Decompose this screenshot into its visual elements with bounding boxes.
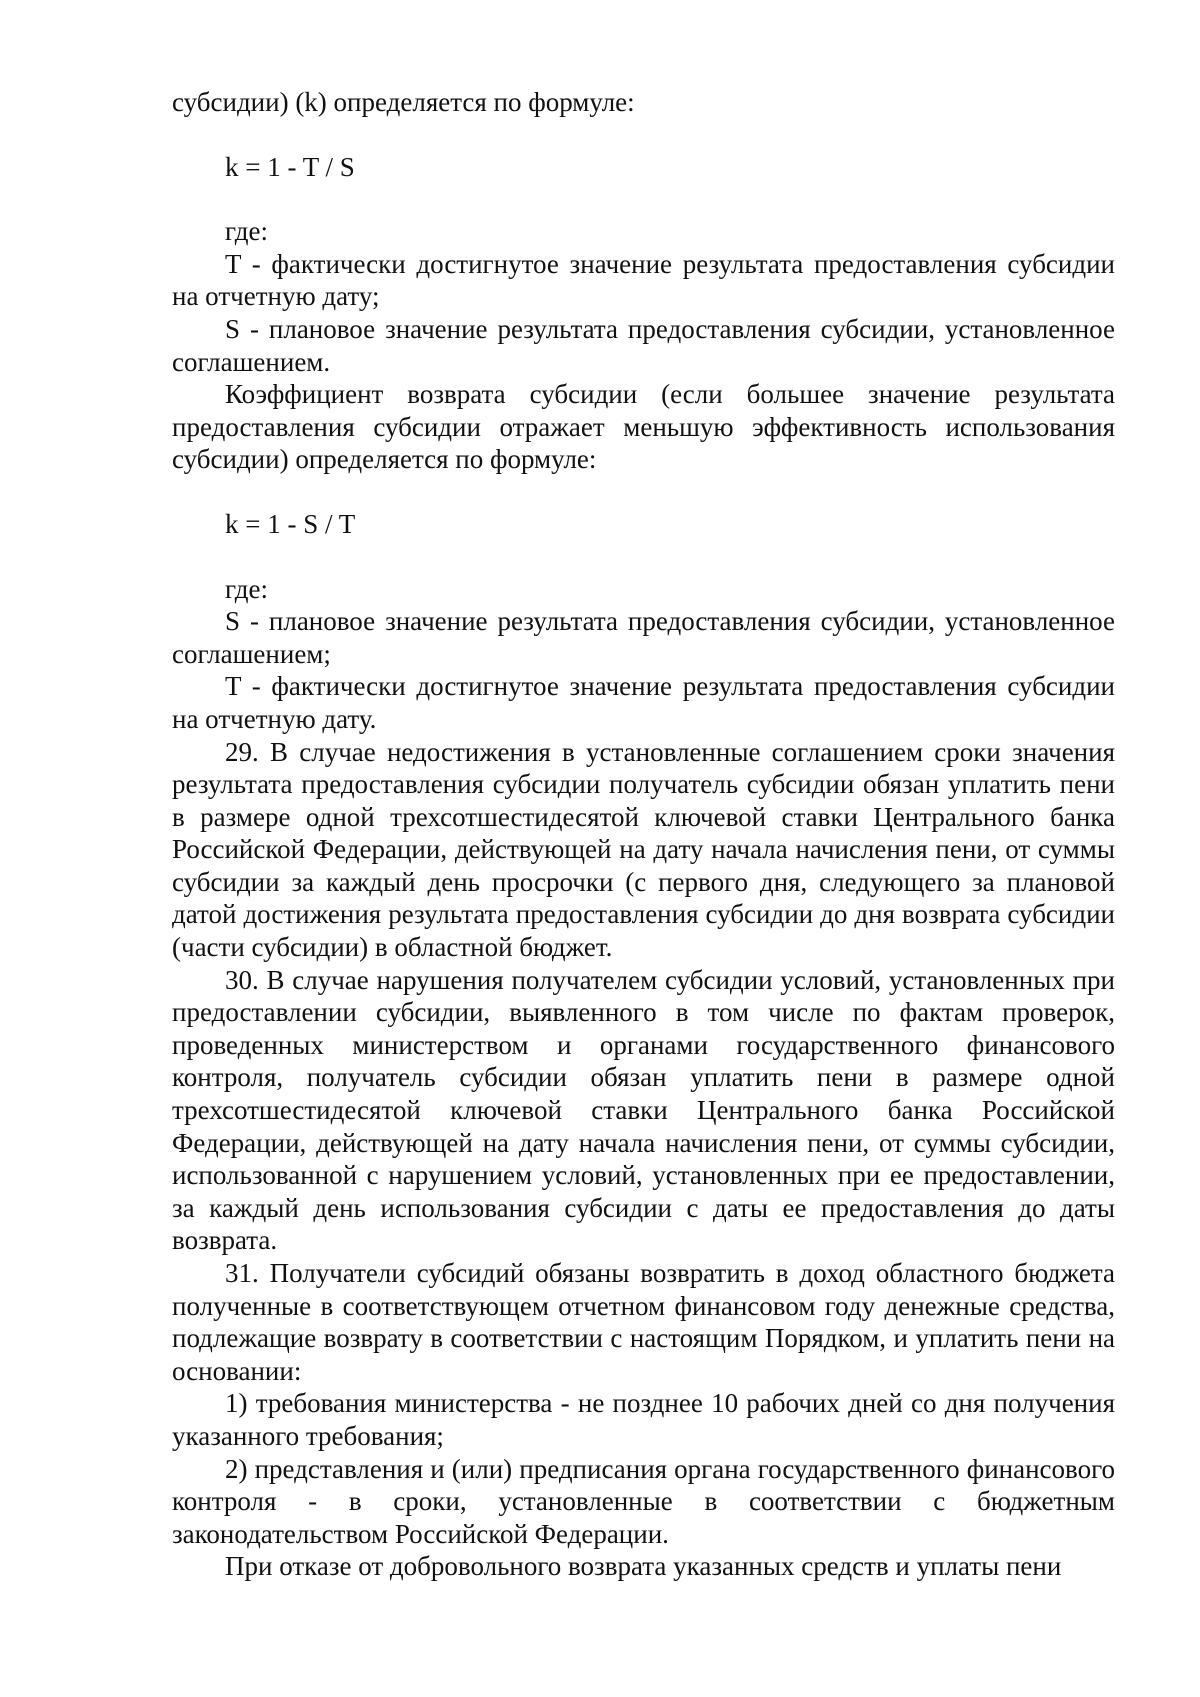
formula-k-direct: k = 1 - T / S [225, 151, 355, 182]
where-label: где: [225, 573, 268, 604]
refusal-paragraph: При отказе от добровольного возврата указанных средств и уплаты пени [225, 1551, 1062, 1582]
list-item-1: 1) требования министерства - не позднее 10 рабочих дней со дня получения указанного требования; [172, 1388, 1115, 1451]
paragraph-29: 29. В случае недостижения в установленные соглашением сроки значения результата предоставления субсидии получатель субсидии обязан уплатить пени в размере одной трехсотшестидесятой ключевой ставки Центрального банка Российской Федерации, действующей на дату начала начисления пени, от суммы субсидии за каждый день просрочки (с первого дня, следующего за плановой датой достижения результата предоставления субсидии до дня возврата субсидии (части субсидии) в областной бюджет. [172, 736, 1115, 963]
paragraph-31: 31. Получатели субсидий обязаны возвратить в доход областного бюджета полученные в соответствующем отчетном финансовом году денежные средства, подлежащие возврату в соответствии с настоящим Порядком, и уплатить пени на основании: [172, 1258, 1115, 1386]
coefficient-intro-paragraph: Коэффициент возврата субсидии (если большее значение результата предоставления субсидии отражает меньшую эффективность использования субсидии) определяется по формуле: [172, 379, 1115, 475]
s-definition: S - плановое значение результата предоставления субсидии, установленное соглашением. [172, 313, 1115, 377]
s-definition: S - плановое значение результата предоставления субсидии, установленное соглашением; [172, 606, 1115, 669]
intro-tail-text: субсидии) (k) определяется по формуле: [172, 87, 635, 117]
t-definition: T - фактически достигнутое значение результата предоставления субсидии на отчетную дату. [172, 671, 1115, 734]
formula-k-inverse: k = 1 - S / T [225, 508, 356, 539]
t-definition: T - фактически достигнутое значение результата предоставления субсидии на отчетную дату; [172, 248, 1115, 312]
document-body [172, 86, 1115, 1583]
where-label: где: [225, 216, 268, 247]
list-item-2: 2) представления и (или) предписания органа государственного финансового контроля - в сроки, установленные в соответствии с бюджетным законодательством Российской Федерации. [172, 1453, 1115, 1549]
paragraph-30: 30. В случае нарушения получателем субсидии условий, установленных при предоставлении субсидии, выявленного в том числе по фактам проверок, проведенных министерством и органами государственного финансового контроля, получатель субсидии обязан уплатить пени в размере одной трехсотшестидесятой ключевой ставки Центрального банка Российской Федерации, действующей на дату начала начисления пени, от суммы субсидии, использованной с нарушением условий, установленных при ее предоставлении, за каждый день использования субсидии с даты ее предоставления до даты возврата. [172, 964, 1115, 1256]
